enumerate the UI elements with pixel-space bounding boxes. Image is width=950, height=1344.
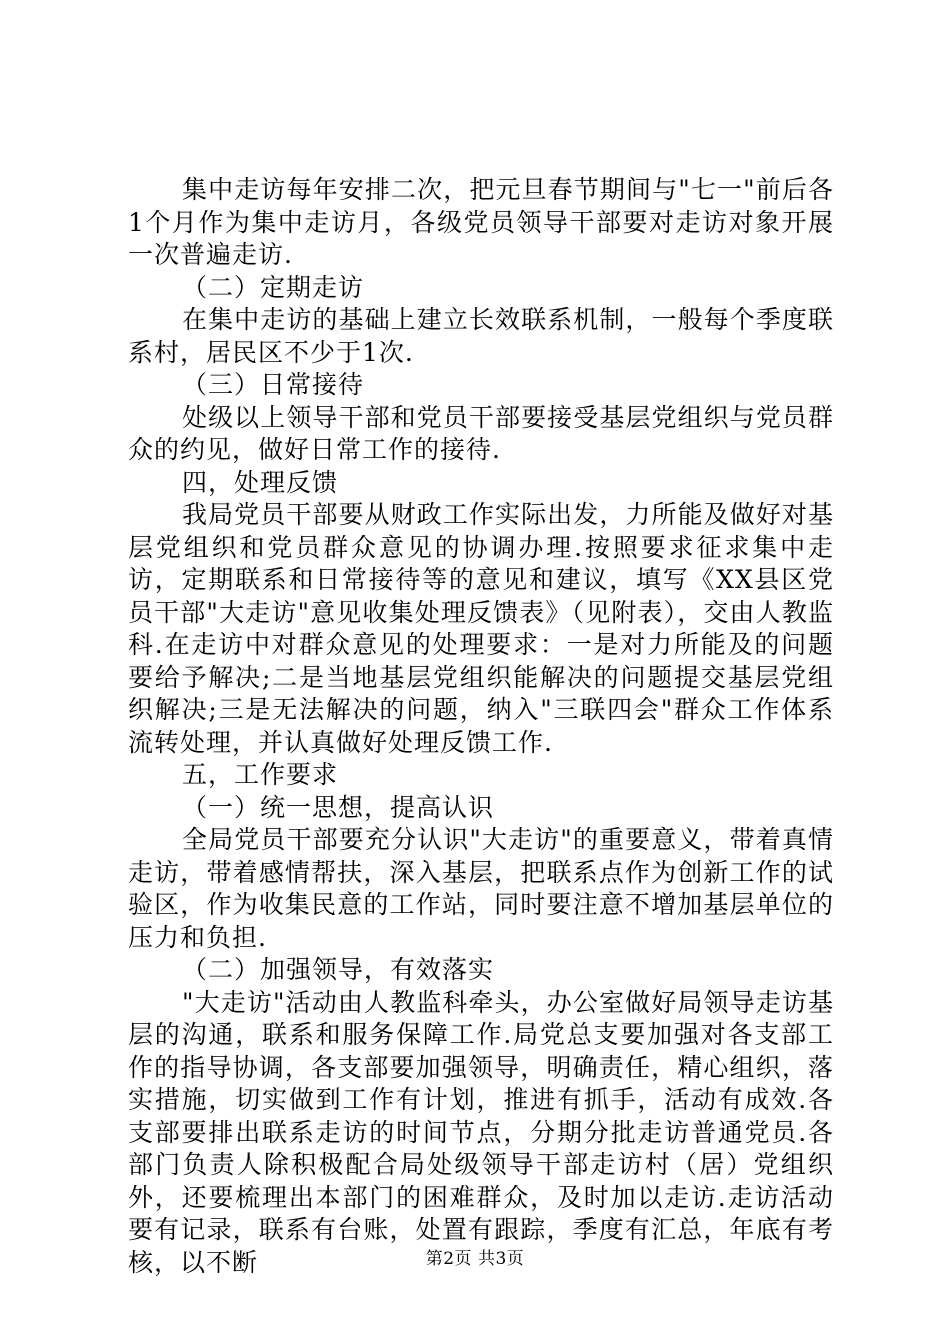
- paragraph-2: 在集中走访的基础上建立长效联系机制，一般每个季度联系村，居民区不少于1次.: [128, 305, 834, 367]
- paragraph-3: 处级以上领导干部和党员干部要接受基层党组织与党员群众的约见，做好日常工作的接待.: [128, 402, 834, 464]
- paragraph-4: 我局党员干部要从财政工作实际出发，力所能及做好对基层党组织和党员群众意见的协调办理.按照要求征求集中走访，定期联系和日常接待等的意见和建议，填写《XX县区党员干部"大走访"意见收集处理反馈表》（见附表），交由人教监科.在走访中对群众意见的处理要求：一是对力所能及的问题要给予解决;二是当地基层党组织能解决的问题提交基层党组织解决;三是无法解决的问题，纳入"三联四会"群众工作体系流转处理，并认真做好处理反馈工作.: [128, 500, 834, 757]
- section-heading-work-requirements: 五，工作要求: [182, 760, 339, 789]
- section-heading-daily-reception: （三）日常接待: [182, 370, 365, 399]
- paragraph-1: 集中走访每年安排二次，把元旦春节期间与"七一"前后各1个月作为集中走访月，各级党员领导干部要对走访对象开展一次普遍走访.: [128, 175, 834, 269]
- section-heading-regular-visits: （二）定期走访: [182, 272, 365, 302]
- paragraph-5: 全局党员干部要充分认识"大走访"的重要意义，带着真情走访，带着感情帮扶，深入基层，把联系点作为创新工作的试验区，作为收集民意的工作站，同时要注意不增加基层单位的压力和负担.: [128, 825, 834, 952]
- page-footer: 第2页 共3页: [425, 1249, 525, 1269]
- document-body: [128, 174, 834, 1279]
- section-heading-unify-thinking: （一）统一思想，提高认识: [182, 792, 495, 822]
- section-heading-feedback: 四，处理反馈: [182, 467, 339, 497]
- paragraph-6: "大走访"活动由人教监科牵头，办公室做好局领导走访基层的沟通，联系和服务保障工作.局党总支要加强对各支部工作的指导协调，各支部要加强领导，明确责任，精心组织，落实措施，切实做到工作有计划，推进有抓手，活动有成效.各支部要排出联系走访的时间节点，分期分批走访普通党员.各部门负责人除积极配合局处级领导干部走访村（居）党组织外，还要梳理出本部门的困难群众，及时加以走访.走访活动要有记录，联系有台账，处置有跟踪，季度有汇总，年底有考核，以不断: [128, 987, 834, 1277]
- section-heading-strengthen-leadership: （二）加强领导，有效落实: [182, 955, 495, 984]
